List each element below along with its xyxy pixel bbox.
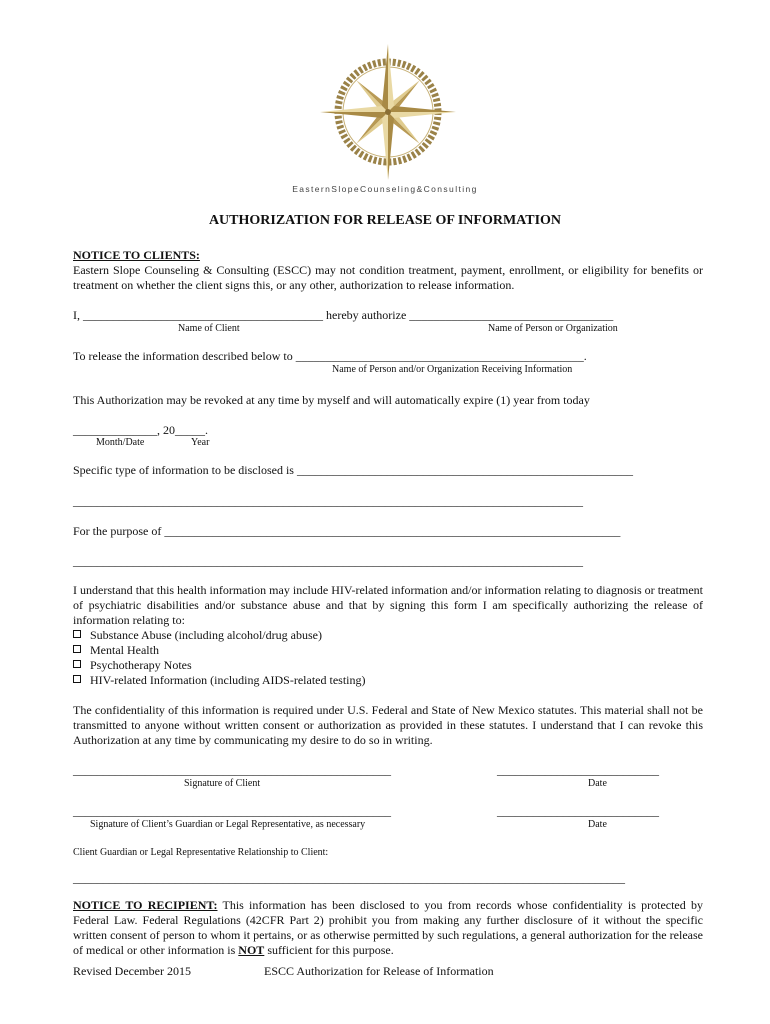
notice-recipient-text-end: sufficient for this purpose. (264, 943, 394, 957)
month-date-label: Month/Date (96, 437, 145, 448)
client-signature-line[interactable]: _____________________________________________________ (73, 763, 391, 777)
notice-recipient (73, 898, 703, 958)
guardian-signature-line[interactable]: _____________________________________________________ (73, 804, 391, 818)
footer-revised: Revised December 2015 (73, 964, 191, 978)
compass-rose-icon (318, 42, 458, 182)
relationship-label: Client Guardian or Legal Representative Relationship to Client: (73, 847, 329, 858)
client-date-line[interactable]: ___________________________ (497, 763, 659, 777)
company-name: EasternSlopeCounseling&Consulting (292, 184, 478, 194)
specific-info-blank-line[interactable]: _____________________________________________________________________________________ (73, 494, 583, 508)
notice-clients-text: Eastern Slope Counseling & Consulting (ESCC) may not condition treatment, payment, enrollment, or eligibility for benefits or treatment on whether the client signs this, or any other, authorization to release information. (73, 263, 703, 292)
relationship-line[interactable]: ____________________________________________________________________________________________ (73, 871, 625, 885)
info-checklist (73, 628, 365, 688)
confidentiality-paragraph: The confidentiality of this information is required under U.S. Federal and State of New Mexico statutes. This material shall not be transmitted to anyone without written consent or authorization as provided in these statutes. I understand that I can revoke this Authorization at any time by communicating my desire to do so in writing. (73, 703, 703, 747)
notice-recipient-text: This information has been disclosed to you from records whose confidentiality is protected by Federal Law. Federal Regulations (42CFR Part 2) prohibit you from making any further disclosure of it without the specific written consent of person to whom it pertains, or as otherwise permitted by such regulations, a general authorization for the release of medical or other information is (73, 898, 703, 957)
checklist-item[interactable]: HIV-related Information (including AIDS-related testing) (73, 673, 365, 688)
checkbox[interactable] (73, 630, 81, 638)
client-date-label: Date (588, 778, 607, 789)
guardian-signature-label: Signature of Client’s Guardian or Legal Representative, as necessary (90, 819, 366, 830)
footer-form-name: ESCC Authorization for Release of Information (264, 964, 494, 978)
not-emphasis: NOT (238, 943, 265, 957)
checklist-item[interactable]: Psychotherapy Notes (73, 658, 365, 673)
client-signature-label: Signature of Client (184, 778, 261, 789)
purpose-blank-line[interactable]: _____________________________________________________________________________________ (73, 554, 583, 568)
company-logo (318, 42, 458, 182)
revoke-text: This Authorization may be revoked at any time by myself and will automatically expire (1) year from today (73, 393, 590, 407)
authorize-line[interactable]: I, ________________________________________ hereby authorize __________________________________ (73, 308, 614, 322)
purpose-line[interactable]: For the purpose of ____________________________________________________________________________ (73, 524, 621, 538)
guardian-date-line[interactable]: ___________________________ (497, 804, 659, 818)
name-of-client-label: Name of Client (178, 323, 240, 334)
checkbox[interactable] (73, 645, 81, 653)
hiv-paragraph: I understand that this health information may include HIV-related information and/or information relating to diagnosis or treatment of psychiatric disabilities and/or substance abuse and that by signing this form I am specifically authorizing the release of information relating to: (73, 583, 703, 627)
release-to-line[interactable]: To release the information described below to ________________________________________________. (73, 349, 587, 363)
notice-recipient-heading: NOTICE TO RECIPIENT: (73, 898, 218, 912)
notice-clients-heading: NOTICE TO CLIENTS: (73, 248, 200, 262)
checklist-item[interactable]: Substance Abuse (including alcohol/drug abuse) (73, 628, 365, 643)
checklist-item[interactable]: Mental Health (73, 643, 365, 658)
specific-info-line[interactable]: Specific type of information to be disclosed is ________________________________________________________ (73, 463, 633, 477)
checkbox[interactable] (73, 660, 81, 668)
receiving-org-label: Name of Person and/or Organization Receiving Information (332, 364, 573, 375)
checkbox[interactable] (73, 675, 81, 683)
name-of-person-label: Name of Person or Organization (488, 323, 618, 334)
year-label: Year (191, 437, 210, 448)
page-title: AUTHORIZATION FOR RELEASE OF INFORMATION (208, 213, 562, 228)
date-line[interactable]: ______________, 20_____. (73, 423, 208, 437)
guardian-date-label: Date (588, 819, 607, 830)
